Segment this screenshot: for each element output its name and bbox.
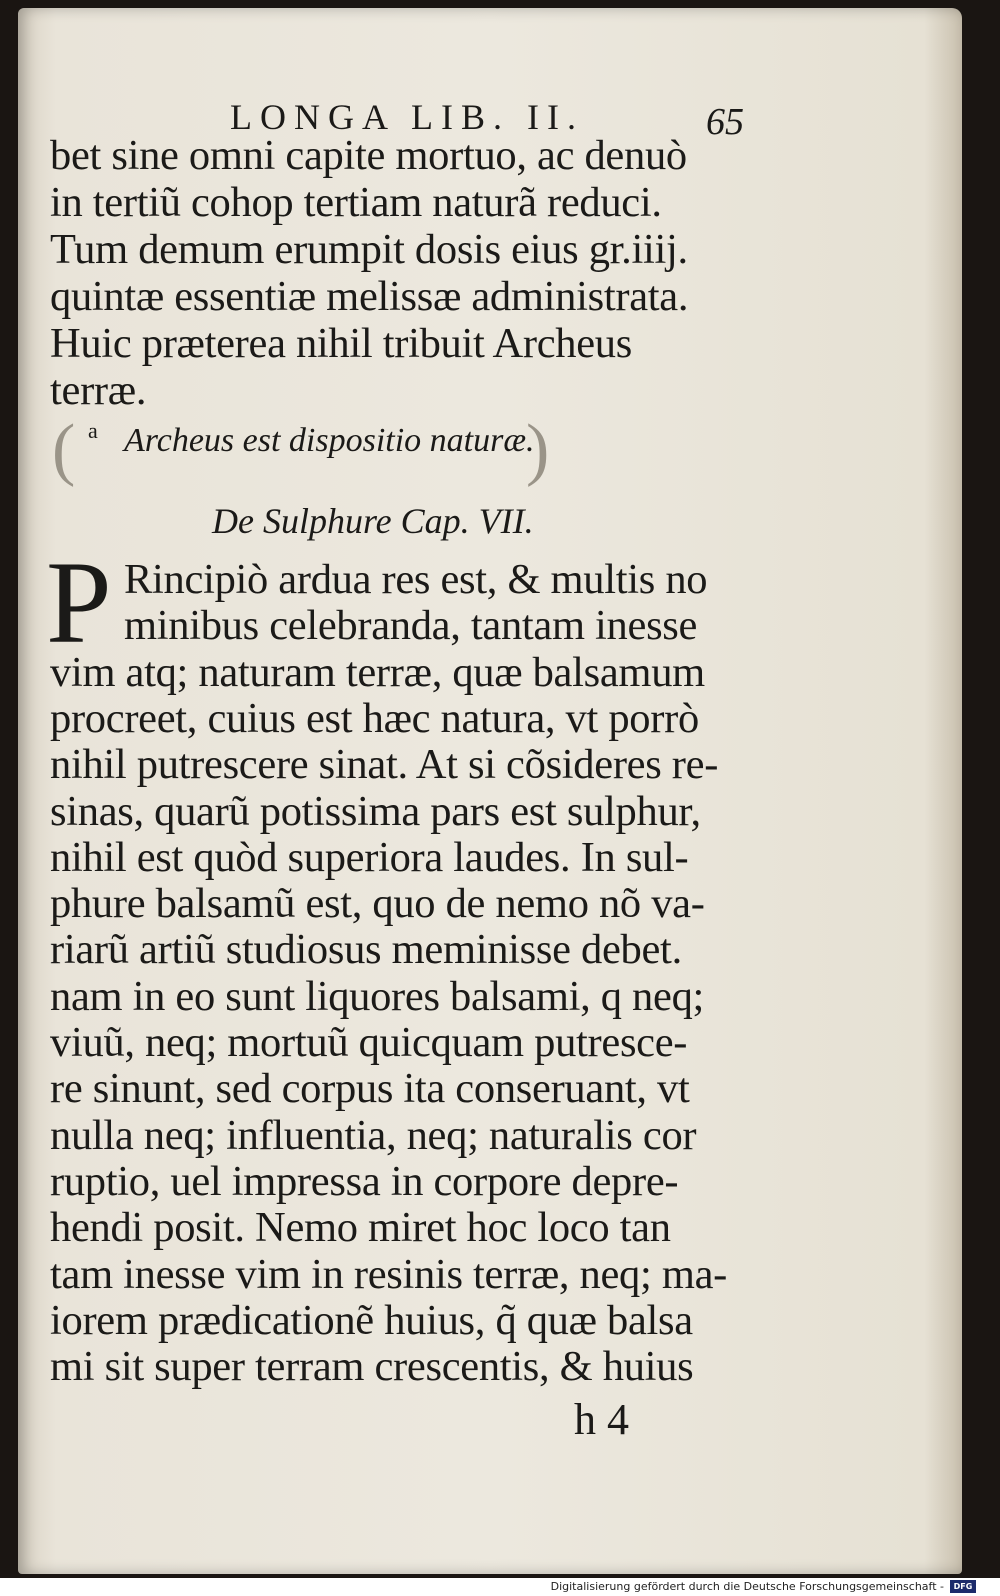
body-line: hendi posit. Nemo miret hoc loco tan	[50, 1204, 671, 1252]
body-line: minibus celebranda, tantam inesse	[124, 602, 698, 650]
drop-cap: P	[46, 537, 112, 668]
dfg-logo: DFG	[950, 1580, 976, 1593]
body-line: terræ.	[50, 367, 147, 414]
body-line: sinas, quarũ potissima pars est sulphur,	[50, 787, 701, 835]
signature-mark: h 4	[574, 1395, 629, 1444]
body-line: bet sine omni capite mortuo, ac denuò	[50, 132, 687, 179]
body-line: phure balsamũ est, quo de nemo nõ va-	[50, 880, 705, 928]
body-line: Rincipiò ardua res est, & multis no	[124, 556, 708, 603]
body-line: nihil putrescere sinat. At si cõsideres re-	[50, 741, 719, 789]
body-line: quintæ essentiæ melissæ administrata.	[50, 273, 689, 320]
body-line: re sinunt, sed corpus ita conseruant, vt	[50, 1065, 690, 1113]
body-line: ruptio, uel impressa in corpore depre-	[50, 1157, 679, 1205]
body-line: in tertiũ cohop tertiam naturã reduci.	[50, 179, 662, 226]
body-line: iorem prædicationẽ huius, q̃ quæ balsa	[50, 1296, 693, 1344]
footnote-bracket-left-icon: (	[52, 411, 76, 488]
body-line: mi sit super terram crescentis, & huius	[50, 1343, 694, 1391]
footer-credit: Digitalisierung gefördert durch die Deutsche Forschungsgemeinschaft -	[550, 1580, 944, 1593]
body-line: Tum demum erumpit dosis eius gr.iiij.	[50, 226, 688, 273]
body-line: procreet, cuius est hæc natura, vt porrò	[50, 694, 699, 742]
body-line: riarũ artiũ studiosus meminisse debet.	[50, 926, 682, 974]
page-number: 65	[706, 101, 744, 143]
body-line: nihil est quòd superiora laudes. In sul-	[50, 833, 689, 881]
body-line: viuũ, neq; mortuũ quicquam putresce-	[50, 1019, 688, 1066]
running-header: LONGA LIB. II.	[230, 97, 584, 137]
footnote-text: Archeus est dispositio naturæ.	[124, 422, 535, 459]
body-line: nulla neq; influentia, neq; naturalis cor	[50, 1111, 697, 1159]
body-line: Huic præterea nihil tribuit Archeus	[50, 320, 632, 367]
footnote-mark: a	[88, 418, 98, 443]
chapter-heading: De Sulphure Cap. VII.	[212, 501, 534, 541]
body-line: nam in eo sunt liquores balsami, q neq;	[50, 972, 705, 1020]
body-line: vim atq; naturam terræ, quæ balsamum	[50, 648, 705, 696]
body-line: tam inesse vim in resinis terræ, neq; ma-	[50, 1250, 727, 1298]
footnote-bracket-right-icon: )	[526, 411, 550, 488]
